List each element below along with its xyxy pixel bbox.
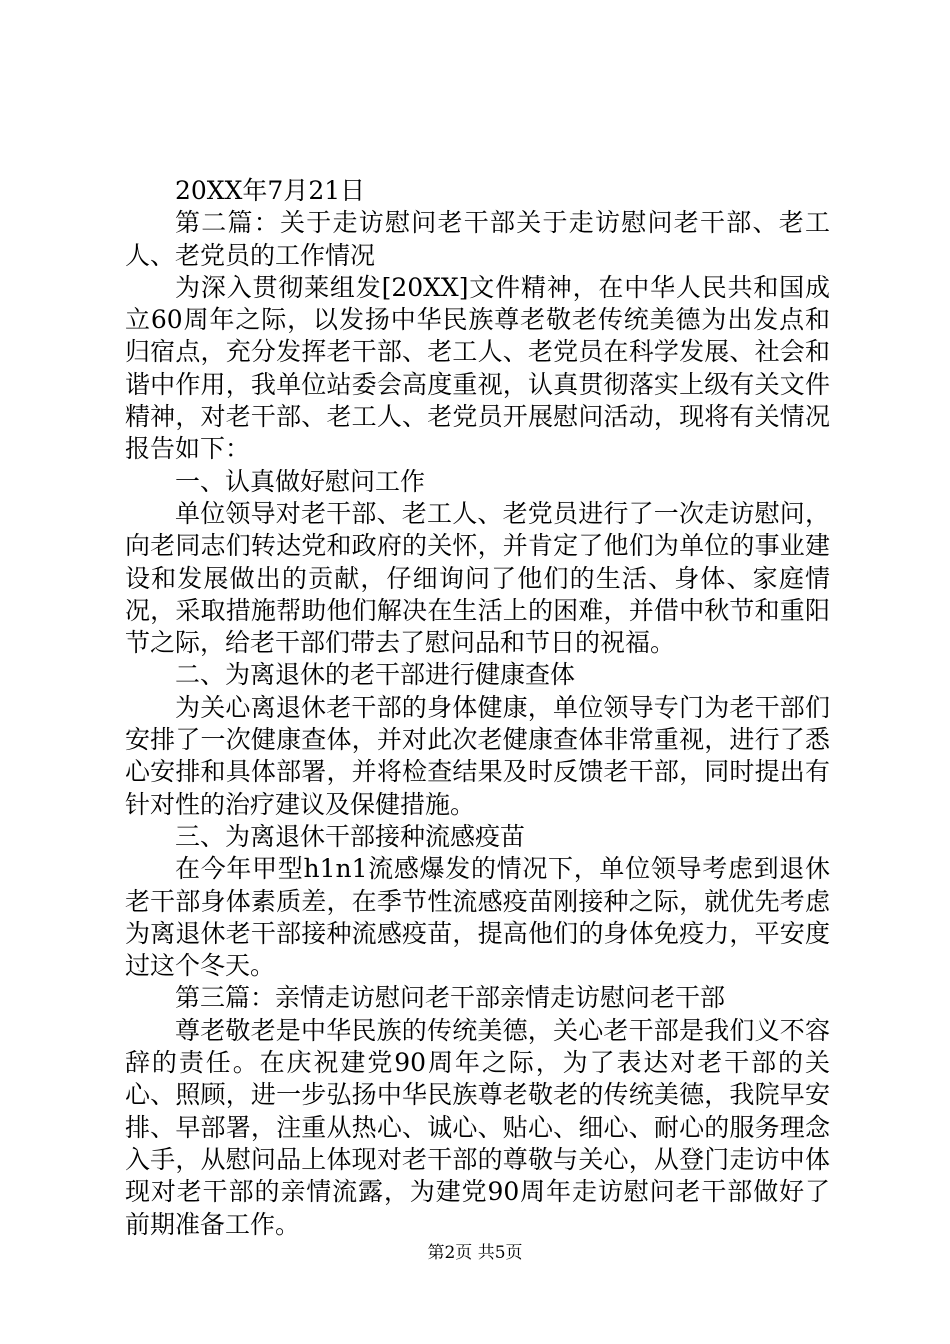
- page-number: 第2页 共5页: [427, 1243, 523, 1263]
- paragraph-item-2: 为关心离退休老干部的身体健康，单位领导专门为老干部们安排了一次健康查体，并对此次老健康查体非常重视，进行了悉心安排和具体部署，并将检查结果及时反馈老干部，同时提出有针对性的治疗建议及保健措施。: [125, 692, 830, 819]
- paragraph-item-1: 单位领导对老干部、老工人、老党员进行了一次走访慰问，向老同志们转达党和政府的关怀，并肯定了他们为单位的事业建设和发展做出的贡献，仔细询问了他们的生活、身体、家庭情况，采取措施帮助他们解决在生活上的困难，并借中秋节和重阳节之际，给老干部们带去了慰问品和节日的祝福。: [125, 498, 830, 658]
- paragraph-item-3: 在今年甲型h1n1流感爆发的情况下，单位领导考虑到退休老干部身体素质差，在季节性流感疫苗刚接种之际，就优先考虑为离退休老干部接种流感疫苗，提高他们的身体免疫力，平安度过这个冬天。: [125, 854, 830, 981]
- heading-item-1: 一、认真做好慰问工作: [175, 466, 426, 496]
- page-footer: [0, 1242, 950, 1264]
- date-line: 20XX年7月21日: [175, 176, 366, 205]
- heading-item-2: 二、为离退休的老干部进行健康查体: [175, 660, 576, 690]
- section-title-2: 第二篇：关于走访慰问老干部关于走访慰问老干部、老工人、老党员的工作情况: [125, 208, 830, 270]
- heading-item-3: 三、为离退休干部接种流感疫苗: [175, 821, 526, 851]
- section-title-3: 第三篇：亲情走访慰问老干部亲情走访慰问老干部: [175, 983, 726, 1013]
- document-body: [125, 175, 830, 1241]
- paragraph-section-3: 尊老敬老是中华民族的传统美德，关心老干部是我们义不容辞的责任。在庆祝建党90周年之际，为了表达对老干部的关心、照顾，进一步弘扬中华民族尊老敬老的传统美德，我院早安排、早部署，注重从热心、诚心、贴心、细心、耐心的服务理念入手，从慰问品上体现对老干部的尊敬与关心，从登门走访中体现对老干部的亲情流露，为建党90周年走访慰问老干部做好了前期准备工作。: [125, 1015, 830, 1239]
- paragraph-intro: 为深入贯彻莱组发[20XX]文件精神，在中华人民共和国成立60周年之际，以发扬中华民族尊老敬老传统美德为出发点和归宿点，充分发挥老干部、老工人、老党员在科学发展、社会和谐中作用，我单位站委会高度重视，认真贯彻落实上级有关文件精神，对老干部、老工人、老党员开展慰问活动，现将有关情况报告如下：: [125, 272, 830, 464]
